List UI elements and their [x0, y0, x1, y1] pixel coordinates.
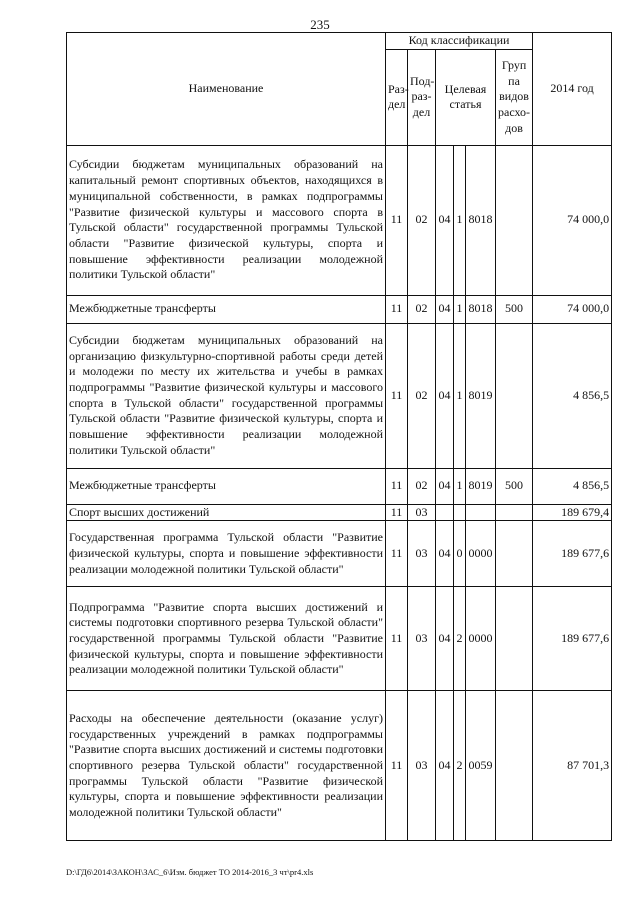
- cell-vr: [496, 145, 533, 295]
- table-row: [67, 521, 612, 587]
- cell-vr: [496, 323, 533, 468]
- cell-rz: 11: [386, 691, 408, 841]
- cell-rz: 11: [386, 521, 408, 587]
- cell-pr: 02: [408, 145, 436, 295]
- cell-c1: 04: [436, 521, 454, 587]
- cell-vr: [496, 587, 533, 691]
- cell-amount: 4 856,5: [533, 468, 612, 504]
- cell-c2: 1: [454, 295, 466, 323]
- cell-vr: [496, 691, 533, 841]
- cell-amount: 74 000,0: [533, 145, 612, 295]
- cell-c3: 0000: [466, 521, 496, 587]
- cell-vr: [496, 521, 533, 587]
- cell-c2: 1: [454, 468, 466, 504]
- cell-amount: 189 677,6: [533, 521, 612, 587]
- cell-pr: 02: [408, 468, 436, 504]
- cell-amount: 4 856,5: [533, 323, 612, 468]
- cell-c2: 1: [454, 323, 466, 468]
- cell-c3: 0000: [466, 587, 496, 691]
- table-row: [67, 145, 612, 295]
- cell-rz: 11: [386, 145, 408, 295]
- cell-name: Расходы на обеспечение деятельности (оказание услуг) государственных учреждений в рамках подпрограммы "Развитие спорта высших достижений и системы подготовки спортивного резерва Тульской области" государственной программы Тульской области "Развитие физической культуры, спорта и повышение эффективности реализации молодежной политики Тульской области": [67, 691, 386, 841]
- cell-c1: 04: [436, 691, 454, 841]
- cell-vr: 500: [496, 295, 533, 323]
- header-razdel: Раз- дел: [386, 49, 408, 145]
- file-path-footer: D:\ГД6\2014\ЗАКОН\ЗАС_6\Изм. бюджет ТО 2014-2016_3 чт\pr4.xls: [66, 867, 314, 877]
- cell-rz: 11: [386, 323, 408, 468]
- cell-amount: 74 000,0: [533, 295, 612, 323]
- cell-rz: 11: [386, 468, 408, 504]
- budget-table: [66, 32, 612, 841]
- cell-c3: 8018: [466, 145, 496, 295]
- cell-c2: 0: [454, 521, 466, 587]
- cell-c1: 04: [436, 323, 454, 468]
- cell-name: Государственная программа Тульской области "Развитие физической культуры, спорта и повышение эффективности реализации молодежной политики Тульской области": [67, 521, 386, 587]
- table-row: [67, 468, 612, 504]
- cell-c1: 04: [436, 295, 454, 323]
- cell-c3: 0059: [466, 691, 496, 841]
- cell-amount: 189 679,4: [533, 504, 612, 521]
- cell-rz: 11: [386, 504, 408, 521]
- cell-c2: [454, 504, 466, 521]
- cell-name: Субсидии бюджетам муниципальных образований на организацию физкультурно-спортивной работы среди детей и молодежи по месту их жительства и учебы в рамках подпрограммы "Развитие физической культуры и массового спорта в Тульской области" государственной программы Тульской области "Развитие физической культуры, спорта и повышение эффективности реализации молодежной политики Тульской области": [67, 323, 386, 468]
- cell-c2: 2: [454, 587, 466, 691]
- table-row: [67, 323, 612, 468]
- page-number: 235: [310, 17, 330, 32]
- table-body: [67, 145, 612, 841]
- cell-pr: 03: [408, 587, 436, 691]
- header-podrazdel: Под- раз- дел: [408, 49, 436, 145]
- header-name: Наименование: [67, 33, 386, 146]
- cell-c3: 8019: [466, 468, 496, 504]
- cell-c2: 1: [454, 145, 466, 295]
- cell-pr: 02: [408, 295, 436, 323]
- cell-pr: 03: [408, 521, 436, 587]
- cell-name: Субсидии бюджетам муниципальных образований на капитальный ремонт спортивных объектов, находящихся в муниципальной собственности, в рамках подпрограммы "Развитие физической культуры и массового спорта в Тульской области" государственной программы Тульской области "Развитие физической культуры, спорта и повышение эффективности реализации молодежной политики Тульской области": [67, 145, 386, 295]
- table-row: [67, 587, 612, 691]
- cell-c1: 04: [436, 587, 454, 691]
- header-classification: Код классификации: [386, 33, 533, 50]
- cell-c3: 8018: [466, 295, 496, 323]
- cell-vr: [496, 504, 533, 521]
- cell-c3: 8019: [466, 323, 496, 468]
- cell-name: Спорт высших достижений: [67, 504, 386, 521]
- table-row: [67, 504, 612, 521]
- cell-pr: 03: [408, 504, 436, 521]
- cell-pr: 02: [408, 323, 436, 468]
- table-row: [67, 295, 612, 323]
- header-group: Груп па видов расхо- дов: [496, 49, 533, 145]
- header-year: 2014 год: [533, 33, 612, 146]
- cell-amount: 189 677,6: [533, 587, 612, 691]
- cell-pr: 03: [408, 691, 436, 841]
- cell-c1: 04: [436, 468, 454, 504]
- cell-name: Межбюджетные трансферты: [67, 295, 386, 323]
- cell-rz: 11: [386, 587, 408, 691]
- cell-vr: 500: [496, 468, 533, 504]
- cell-c1: 04: [436, 145, 454, 295]
- header-target: Целевая статья: [436, 49, 496, 145]
- cell-rz: 11: [386, 295, 408, 323]
- cell-name: Подпрограмма "Развитие спорта высших достижений и системы подготовки спортивного резерва Тульской области" государственной программы Тульской области "Развитие физической культуры, спорта и повышение эффективности реализации молодежной политики Тульской области": [67, 587, 386, 691]
- cell-c2: 2: [454, 691, 466, 841]
- cell-c1: [436, 504, 454, 521]
- table-row: [67, 691, 612, 841]
- cell-name: Межбюджетные трансферты: [67, 468, 386, 504]
- cell-amount: 87 701,3: [533, 691, 612, 841]
- cell-c3: [466, 504, 496, 521]
